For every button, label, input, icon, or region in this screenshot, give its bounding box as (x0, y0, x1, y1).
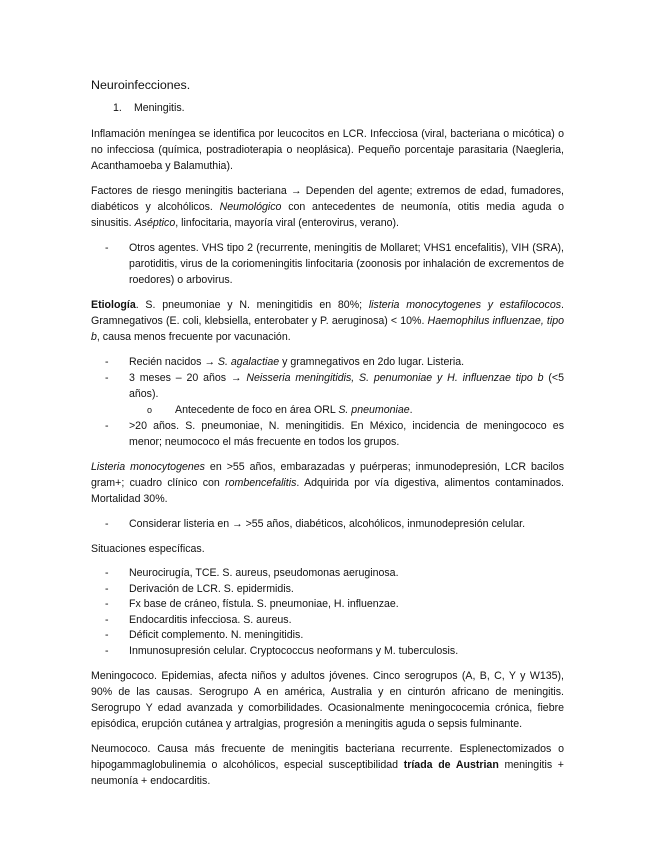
text-run: . (409, 404, 413, 416)
dash-bullet: - (105, 356, 109, 368)
text-run: . Gramnegativos (E. coli, klebsiella, enterobater y P. aeruginosa) < 10%. (91, 299, 564, 327)
list-item-text: Inmunosupresión celular. Cryptococcus neoformans y M. tuberculosis. (129, 644, 459, 657)
list-item-text: Neurocirugía, TCE. S. aureus, pseudomonas aeruginosa. (129, 567, 399, 579)
dash-bullet: - (105, 613, 109, 626)
text-run: meningitis + neumonía + endocarditis. (91, 759, 564, 787)
text-run: . Adquirida por vía digestiva, alimentos contaminados. Mortalidad 30%. (91, 477, 564, 505)
paragraph-definition: Inflamación meníngea se identifica por leucocitos en LCR. Infecciosa (viral, bacteriana o micótica) o no infecciosa (química, postradioterapia o neoplásica). Pequeño porcentaje parasitaria (Naegleria, Acanthamoeba y Balamuthia). (91, 128, 564, 172)
paragraph-specific-situations: Situaciones específicas. (91, 543, 205, 555)
text-run: con antecedentes de neumonía, otitis media aguda o sinusitis. (91, 201, 564, 229)
text-run: Antecedente de foco en área ORL (175, 404, 339, 416)
list-item (91, 240, 564, 288)
list-item (91, 566, 564, 582)
dash-bullet: - (105, 629, 109, 641)
text-run: Factores de riesgo meningitis bacteriana → Dependen del agente; extremos de edad, fumadores, diabéticos y alcohólicos. (91, 185, 564, 213)
list-item-text: Considerar listeria en → >55 años, diabéticos, alcohólicos, inmunodepresión celular. (129, 518, 526, 530)
list-other-agents (91, 240, 564, 288)
text-run-bold: tríada de Austrian (403, 759, 499, 771)
text-run-italic: S. agalactiae (217, 356, 280, 368)
document-title: Neuroinfecciones. (91, 78, 191, 92)
text-run-italic: Aséptico (134, 217, 176, 229)
list-item (91, 628, 564, 644)
text-run-italic: Haemophilus influenzae, tipo b (91, 315, 564, 343)
text-run: Recién nacidos → (129, 356, 218, 368)
list-listeria-consider (91, 516, 564, 532)
dash-bullet: - (105, 598, 109, 610)
list-item-text: Endocarditis infecciosa. S. aureus. (129, 613, 292, 626)
text-run: . S. pneumoniae y N. meningitidis en 80%; (135, 299, 369, 311)
heading-label: Meningitis. (133, 102, 185, 114)
sub-item-text (91, 402, 564, 418)
text-run-italic: Listeria monocytogenes (91, 461, 205, 473)
sub-list-item (91, 402, 564, 418)
text-run-italic: rombencefalitis (225, 477, 297, 489)
list-item (91, 597, 564, 613)
list-item (91, 370, 564, 402)
document-page (91, 78, 564, 798)
list-item-text: >20 años. S. pneumoniae, N. meningitidis. En México, incidencia de meningococo es menor; neumococo el más frecuente en todos los grupos. (129, 420, 564, 448)
paragraph-listeria (91, 459, 564, 507)
dash-bullet: - (105, 567, 109, 579)
paragraph-neumococo (91, 741, 564, 789)
text-run: 3 meses – 20 años → (129, 372, 247, 384)
text-run: , causa menos frecuente por vacunación. (96, 331, 291, 343)
list-item (91, 644, 564, 660)
list-item-text: Déficit complemento. N. meningitidis. (129, 629, 304, 641)
text-run-italic: Neumológico (219, 201, 282, 213)
circle-bullet: o (147, 405, 153, 415)
list-item-text: Otros agentes. VHS tipo 2 (recurrente, meningitis de Mollaret; VHS1 encefalitis), VIH (SRA), parotiditis, virus de la coriomeningitis linfocitaria (zoonosis por inhalación de excrementos de roedores) o arbovirus. (129, 242, 564, 286)
paragraph-etiology (91, 297, 564, 345)
dash-bullet: - (105, 242, 109, 254)
list-item (91, 582, 564, 598)
list-item-text: Fx base de cráneo, fístula. S. pneumoniae, H. influenzae. (129, 598, 399, 610)
paragraph-risk-factors (91, 183, 564, 231)
text-run-italic: listeria monocytogenes y estafilococos (368, 299, 562, 311)
list-specific-situations (91, 566, 564, 659)
heading-number: 1. (113, 102, 122, 114)
numbered-heading-meningitis (113, 102, 564, 114)
text-run-italic: Neisseria meningitidis, S. penumoniae y H. influenzae tipo b (246, 372, 544, 384)
text-run: y gramnegativos en 2do lugar. Listeria. (279, 356, 465, 368)
paragraph-meningococo: Meningococo. Epidemias, afecta niños y adultos jóvenes. Cinco serogrupos (A, B, C, Y y W135), 90% de las causas. Serogrupo A en américa, Australia y en cinturón africano de meningitis. Serogrupo Y edad avanzada y comorbilidades. Ocasionalmente meningococemia crónica, fiebre episódica, erupción cutánea y artralgias, progresión a meningitis aguda o sepsis fulminante. (91, 670, 564, 730)
list-item-text: Derivación de LCR. S. epidermidis. (129, 582, 294, 595)
dash-bullet: - (105, 372, 109, 384)
list-etiology-by-age (91, 354, 564, 450)
list-item (91, 613, 564, 629)
dash-bullet: - (105, 644, 109, 657)
text-run: Neumococo. Causa más frecuente de meningitis bacteriana recurrente. Esplenectomizados o hipogammaglobulinemia o alcohólicos, especial susceptibilidad (91, 743, 564, 771)
list-item (91, 418, 564, 450)
list-item (91, 516, 564, 532)
dash-bullet: - (105, 518, 109, 530)
text-run-italic: S. pneumoniae (338, 404, 410, 416)
text-run: en >55 años, embarazadas y puérperas; inmunodepresión, LCR bacilos gram+; cuadro clínico con (91, 461, 564, 489)
dash-bullet: - (105, 420, 109, 432)
list-item (91, 354, 564, 370)
text-run: (<5 años). (129, 372, 564, 400)
text-run: , linfocitaria, mayoría viral (enterovirus, verano). (175, 217, 399, 229)
etiology-label: Etiología (91, 299, 136, 311)
dash-bullet: - (105, 582, 109, 595)
